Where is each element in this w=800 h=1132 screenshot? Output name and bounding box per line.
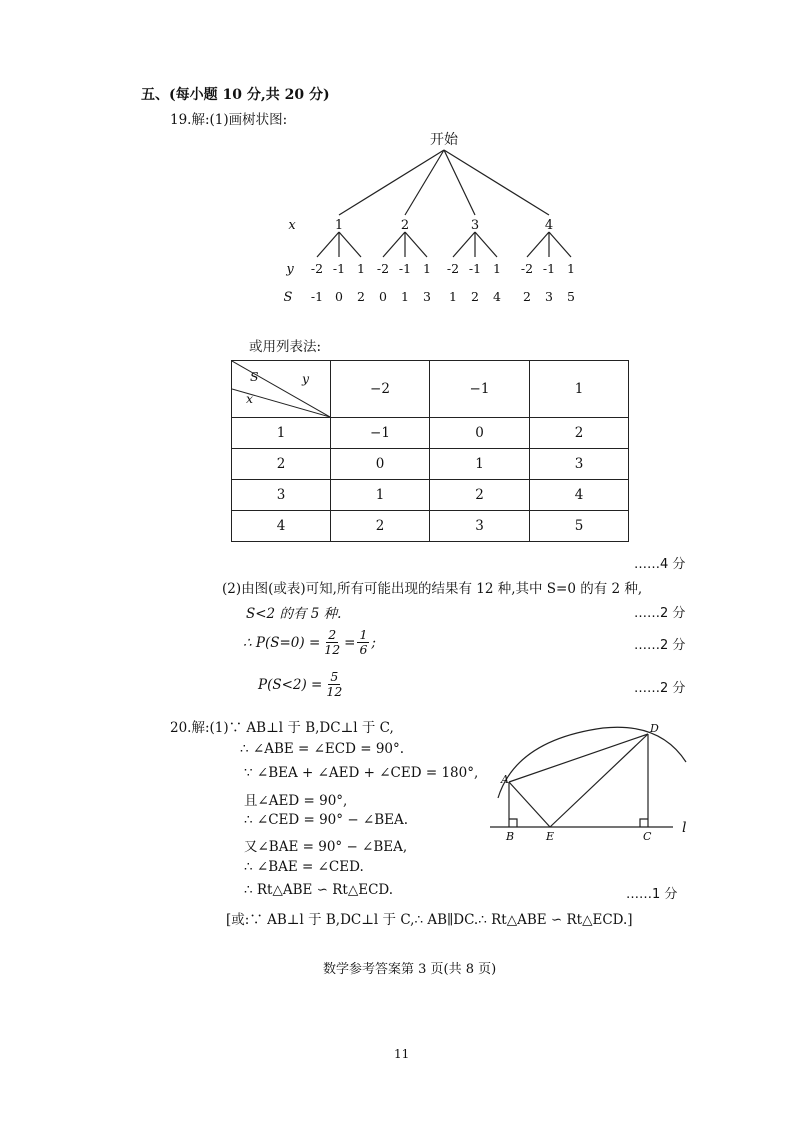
table-cell: 1 bbox=[331, 480, 430, 511]
table-cell: 2 bbox=[530, 418, 629, 449]
q19-intro: 19.解:(1)画树状图: bbox=[170, 112, 288, 128]
tree-y-leaf: 1 bbox=[357, 261, 365, 276]
score-marker: ……2 分 bbox=[634, 638, 686, 653]
table-row bbox=[232, 449, 629, 480]
tree-y-leaf: -2 bbox=[520, 261, 534, 276]
table-row-header: 1 bbox=[232, 418, 331, 449]
tree-y-leaf: 1 bbox=[493, 261, 501, 276]
tree-s-leaf: 1 bbox=[449, 289, 457, 304]
fraction-numerator: 2 bbox=[328, 627, 337, 642]
tree-y-label: y bbox=[286, 262, 294, 277]
tree-s-label: S bbox=[283, 290, 293, 305]
table-cell: 3 bbox=[430, 511, 530, 542]
q20-line6: 又∠BAE = 90° − ∠BEA, bbox=[244, 839, 408, 855]
point-d-label: D bbox=[650, 722, 659, 735]
tree-s-leaf: 3 bbox=[423, 289, 431, 304]
table-row-header: 2 bbox=[232, 449, 331, 480]
tree-y-leaf: -2 bbox=[376, 261, 390, 276]
tree-root: 开始 bbox=[430, 132, 458, 148]
fraction-numerator: 1 bbox=[359, 627, 368, 642]
fraction-denominator: 6 bbox=[359, 642, 368, 657]
table-cell: −1 bbox=[331, 418, 430, 449]
tree-s-leaf: -1 bbox=[310, 289, 324, 304]
corner-s-label: S bbox=[250, 369, 259, 384]
table-cell: 2 bbox=[430, 480, 530, 511]
fraction bbox=[357, 628, 369, 657]
tree-s-leaf: 4 bbox=[493, 289, 501, 304]
tree-x-node: 2 bbox=[400, 218, 410, 233]
tree-y-leaf: -1 bbox=[542, 261, 556, 276]
page-number: 11 bbox=[394, 1047, 410, 1061]
tree-y-leaf: -2 bbox=[446, 261, 460, 276]
table-col-header: −2 bbox=[331, 361, 430, 418]
table-cell: 0 bbox=[331, 449, 430, 480]
tree-diagram bbox=[270, 125, 600, 310]
fraction-denominator: 12 bbox=[326, 684, 343, 699]
table-cell: 3 bbox=[530, 449, 629, 480]
semicolon: ; bbox=[371, 634, 376, 651]
tree-s-leaf: 3 bbox=[545, 289, 553, 304]
tree-y-leaf: -1 bbox=[398, 261, 412, 276]
corner-diagonals bbox=[232, 361, 330, 417]
point-b-label: B bbox=[506, 830, 515, 843]
table-row-header: 3 bbox=[232, 480, 331, 511]
table-intro: 或用列表法: bbox=[249, 339, 322, 355]
tree-x-node: 1 bbox=[334, 218, 344, 233]
score-marker: ……1 分 bbox=[626, 887, 678, 902]
table-row bbox=[232, 480, 629, 511]
tree-s-leaf: 0 bbox=[379, 289, 387, 304]
prob-lhs: P(S<2) = bbox=[258, 676, 323, 693]
table-cell: 4 bbox=[530, 480, 629, 511]
line-l-label: l bbox=[682, 820, 687, 836]
tree-s-leaf: 2 bbox=[471, 289, 479, 304]
tree-x-node: 3 bbox=[470, 218, 480, 233]
tree-x-node: 4 bbox=[544, 218, 554, 233]
fraction-numerator: 5 bbox=[330, 669, 339, 684]
fraction-denominator: 12 bbox=[324, 642, 341, 657]
score-marker: ……2 分 bbox=[634, 606, 686, 621]
point-e-label: E bbox=[546, 830, 555, 843]
tree-s-leaf: 0 bbox=[335, 289, 343, 304]
q20-line1: 20.解:(1)∵ AB⊥l 于 B,DC⊥l 于 C, bbox=[170, 720, 394, 736]
point-c-label: C bbox=[643, 830, 652, 843]
table-header-row bbox=[232, 361, 629, 418]
table-corner-cell bbox=[232, 361, 331, 418]
q20-line7: ∴ ∠BAE = ∠CED. bbox=[244, 859, 364, 875]
table-col-header: −1 bbox=[430, 361, 530, 418]
prob-s-less-2 bbox=[258, 670, 346, 699]
q20-line5: ∴ ∠CED = 90° − ∠BEA. bbox=[244, 812, 409, 828]
outcome-table bbox=[231, 360, 629, 542]
equals-sign: = bbox=[344, 634, 356, 651]
score-marker: ……4 分 bbox=[634, 557, 686, 572]
table-cell: 5 bbox=[530, 511, 629, 542]
tree-x-label: x bbox=[288, 218, 296, 233]
tree-y-leaf: -1 bbox=[332, 261, 346, 276]
prob-s-equals-0 bbox=[243, 628, 376, 657]
table-row-header: 4 bbox=[232, 511, 331, 542]
table-col-header: 1 bbox=[530, 361, 629, 418]
page-footer: 数学参考答案第 3 页(共 8 页) bbox=[323, 962, 497, 977]
corner-x-label: x bbox=[246, 391, 254, 406]
q20-line2: ∴ ∠ABE = ∠ECD = 90°. bbox=[240, 741, 405, 757]
section-heading: 五、(每小题 10 分,共 20 分) bbox=[141, 87, 330, 103]
tree-y-leaf: 1 bbox=[567, 261, 575, 276]
prob-lhs: ∴ P(S=0) = bbox=[243, 634, 321, 651]
table-cell: 0 bbox=[430, 418, 530, 449]
table-cell: 1 bbox=[430, 449, 530, 480]
tree-s-leaf: 2 bbox=[523, 289, 531, 304]
q20-line8: ∴ Rt△ABE ∽ Rt△ECD. bbox=[244, 882, 394, 898]
score-marker: ……2 分 bbox=[634, 681, 686, 696]
table-cell: 2 bbox=[331, 511, 430, 542]
tree-s-leaf: 1 bbox=[401, 289, 409, 304]
q20-line4: 且∠AED = 90°, bbox=[244, 793, 348, 809]
tree-y-leaf: -1 bbox=[468, 261, 482, 276]
geometry-figure bbox=[488, 716, 698, 846]
tree-s-leaf: 2 bbox=[357, 289, 365, 304]
table-row bbox=[232, 418, 629, 449]
part2-line2: S<2 的有 5 种. bbox=[246, 606, 342, 622]
tree-s-leaf: 5 bbox=[567, 289, 575, 304]
tree-y-leaf: -2 bbox=[310, 261, 324, 276]
table-row bbox=[232, 511, 629, 542]
tree-y-leaf: 1 bbox=[423, 261, 431, 276]
q20-line3: ∵ ∠BEA + ∠AED + ∠CED = 180°, bbox=[244, 765, 479, 781]
q20-line9: [或:∵ AB⊥l 于 B,DC⊥l 于 C,∴ AB∥DC.∴ Rt△ABE ∽ Rt△ECD.] bbox=[226, 912, 633, 928]
point-a-label: A bbox=[501, 773, 509, 786]
part2-line1: (2)由图(或表)可知,所有可能出现的结果有 12 种,其中 S=0 的有 2 种, bbox=[222, 581, 643, 597]
fraction bbox=[322, 628, 342, 657]
fraction bbox=[324, 670, 344, 699]
corner-y-label: y bbox=[302, 371, 310, 386]
